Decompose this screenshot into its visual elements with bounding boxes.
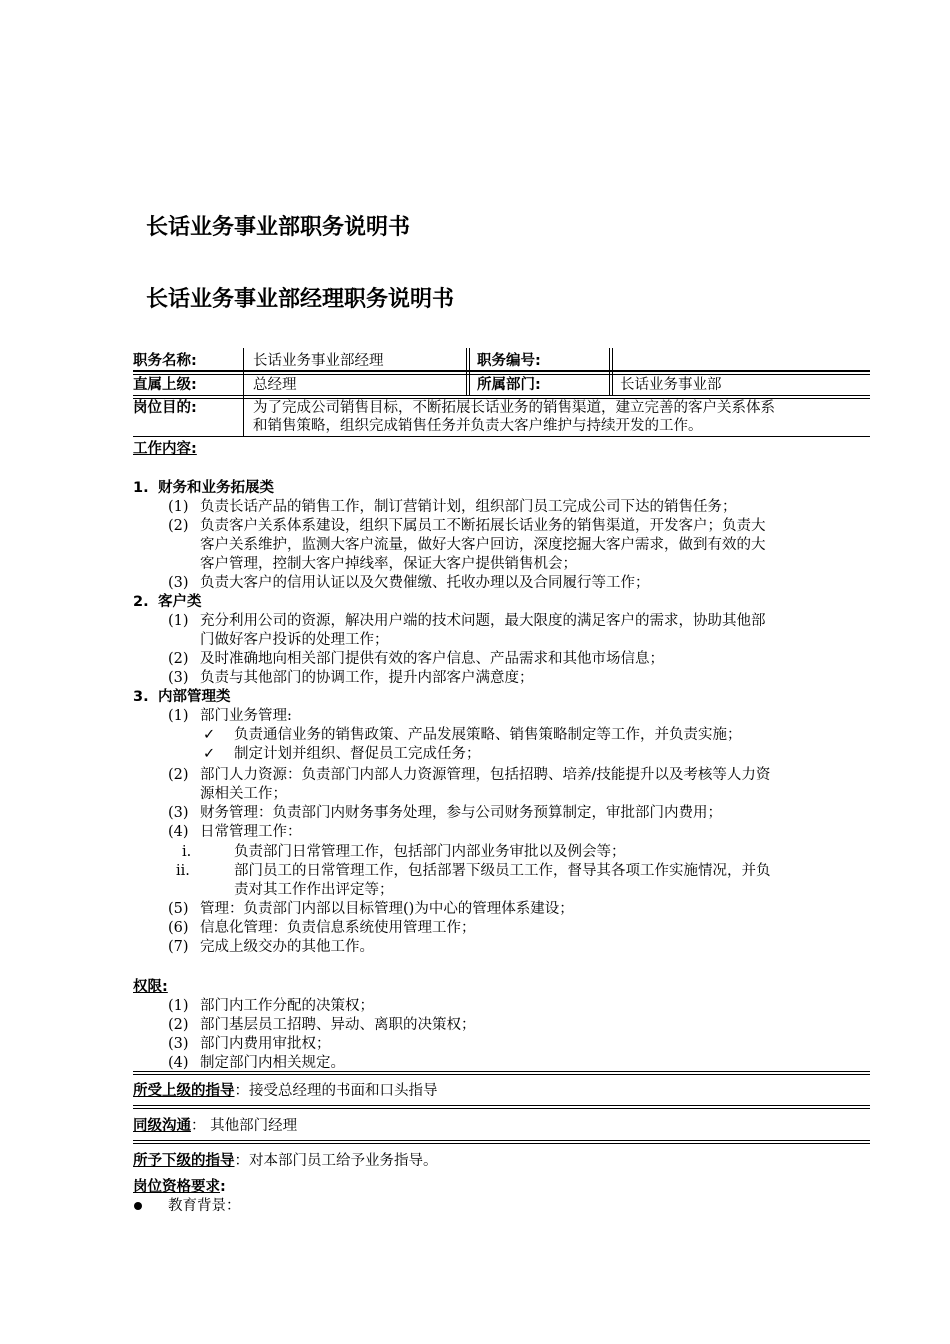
subordinate-guidance xyxy=(133,1152,438,1170)
list-item: 负责大客户的信用认证以及欠费催缴、托收办理以及合同履行等工作； xyxy=(200,575,650,591)
list-item: 制定部门内相关规定。 xyxy=(200,1055,345,1071)
job-title: 长话业务事业部经理职务说明书 xyxy=(146,287,455,312)
purpose-label: 岗位目的: xyxy=(133,400,197,416)
list-item-number: (5) xyxy=(168,901,189,917)
subordinate-guidance-label: 所予下级的指导 xyxy=(133,1153,235,1169)
qualification-colon: : xyxy=(220,1179,226,1195)
list-item-number: (1) xyxy=(168,998,189,1014)
authority-heading: 权限: xyxy=(133,979,168,995)
section-3-number: 3. xyxy=(133,689,149,705)
list-item-number: i. xyxy=(182,844,192,860)
section-rule xyxy=(133,1140,870,1144)
job-name-value: 长话业务事业部经理 xyxy=(253,353,384,369)
bullet-icon xyxy=(134,1202,142,1210)
list-item: 完成上级交办的其他工作。 xyxy=(200,939,374,955)
list-item: 部门内工作分配的决策权； xyxy=(200,998,374,1014)
table-col-line xyxy=(466,348,470,396)
section-2-number: 2. xyxy=(133,594,149,610)
list-item-number: (2) xyxy=(168,651,189,667)
list-item-number: (1) xyxy=(168,708,189,724)
dept-value: 长话业务事业部 xyxy=(620,377,722,393)
check-icon: ✓ xyxy=(203,746,216,762)
list-item-number: (4) xyxy=(168,1055,189,1071)
superior-guidance-text: ：接受总经理的书面和口头指导 xyxy=(234,1083,438,1099)
list-item: 负责客户关系体系建设，组织下属员工不断拓展长话业务的销售渠道，开发客户；负责大 xyxy=(200,518,766,534)
list-item: 负责长话产品的销售工作，制订营销计划，组织部门员工完成公司下达的销售任务； xyxy=(200,499,737,515)
list-item-number: (3) xyxy=(168,670,189,686)
qualification-heading xyxy=(133,1178,226,1196)
doc-title: 长话业务事业部职务说明书 xyxy=(146,215,411,240)
list-item: 及时准确地向相关部门提供有效的客户信息、产品需求和其他市场信息； xyxy=(200,651,664,667)
purpose-line-1: 为了完成公司销售目标，不断拓展长话业务的销售渠道，建立完善的客户关系体系 xyxy=(253,400,775,416)
list-item-number: (3) xyxy=(168,805,189,821)
peer-communication-text: ： 其他部门经理 xyxy=(191,1118,298,1134)
list-item-number: (2) xyxy=(168,518,189,534)
qualification-label: 岗位资格要求 xyxy=(133,1179,220,1195)
list-item: 部门基层员工招聘、异动、离职的决策权； xyxy=(200,1017,476,1033)
section-1-number: 1. xyxy=(133,480,149,496)
superior-guidance-label: 所受上级的指导 xyxy=(133,1083,235,1099)
check-icon: ✓ xyxy=(203,727,216,743)
list-item-number: (1) xyxy=(168,499,189,515)
section-rule xyxy=(133,1071,870,1075)
table-col-line xyxy=(609,348,613,396)
list-item: 制定计划并组织、督促员工完成任务； xyxy=(234,746,481,762)
education-label: 教育背景： xyxy=(168,1198,241,1214)
list-item: 信息化管理：负责信息系统使用管理工作； xyxy=(200,920,476,936)
list-item-number: (1) xyxy=(168,613,189,629)
subordinate-guidance-text: ：对本部门员工给予业务指导。 xyxy=(234,1153,438,1169)
superior-label: 直属上级: xyxy=(133,377,197,393)
section-1-title: 财务和业务拓展类 xyxy=(158,480,274,496)
peer-communication xyxy=(133,1117,297,1135)
superior-guidance xyxy=(133,1082,438,1100)
job-name-label: 职务名称: xyxy=(133,353,197,369)
list-item-number: (2) xyxy=(168,1017,189,1033)
list-item-number: (4) xyxy=(168,824,189,840)
list-item: 管理：负责部门内部以目标管理()为中心的管理体系建设； xyxy=(200,901,574,917)
list-item-number: (2) xyxy=(168,767,189,783)
list-item: 部门员工的日常管理工作，包括部署下级员工工作，督导其各项工作实施情况，并负 xyxy=(234,863,771,879)
section-2-title: 客户类 xyxy=(158,594,202,610)
list-item: 负责与其他部门的协调工作，提升内部客户满意度； xyxy=(200,670,534,686)
peer-communication-label: 同级沟通 xyxy=(133,1118,191,1134)
list-item: 财务管理：负责部门内财务事务处理，参与公司财务预算制定，审批部门内费用； xyxy=(200,805,722,821)
section-3-title: 内部管理类 xyxy=(158,689,231,705)
list-item-number: (3) xyxy=(168,575,189,591)
work-heading: 工作内容: xyxy=(133,441,197,457)
list-item: 部门业务管理: xyxy=(200,708,292,724)
list-item: 客户管理，控制大客户掉线率，保证大客户提供销售机会； xyxy=(200,556,577,572)
list-item: 门做好客户投诉的处理工作； xyxy=(200,632,389,648)
list-item: 日常管理工作： xyxy=(200,824,302,840)
list-item: 源相关工作； xyxy=(200,786,287,802)
section-rule xyxy=(133,1105,870,1109)
list-item: 负责部门日常管理工作，包括部门内部业务审批以及例会等； xyxy=(234,844,626,860)
list-item: 部门内费用审批权； xyxy=(200,1036,331,1052)
list-item: 充分利用公司的资源，解决用户端的技术问题，最大限度的满足客户的需求，协助其他部 xyxy=(200,613,766,629)
list-item: 客户关系维护，监测大客户流量，做好大客户回访，深度挖掘大客户需求，做到有效的大 xyxy=(200,537,766,553)
list-item-number: (3) xyxy=(168,1036,189,1052)
table-col-line xyxy=(243,348,244,437)
list-item-number: (7) xyxy=(168,939,189,955)
list-item: 部门人力资源：负责部门内部人力资源管理，包括招聘、培养/技能提升以及考核等人力资 xyxy=(200,767,771,783)
superior-value: 总经理 xyxy=(253,377,297,393)
dept-label: 所属部门: xyxy=(477,377,541,393)
list-item-number: (6) xyxy=(168,920,189,936)
purpose-line-2: 和销售策略，组织完成销售任务并负责大客户维护与持续开发的工作。 xyxy=(253,418,703,434)
list-item: 负责通信业务的销售政策、产品发展策略、销售策略制定等工作，并负责实施； xyxy=(234,727,742,743)
list-item: 责对其工作作出评定等； xyxy=(234,882,394,898)
list-item-number: ii. xyxy=(176,863,190,879)
job-code-label: 职务编号: xyxy=(477,353,541,369)
